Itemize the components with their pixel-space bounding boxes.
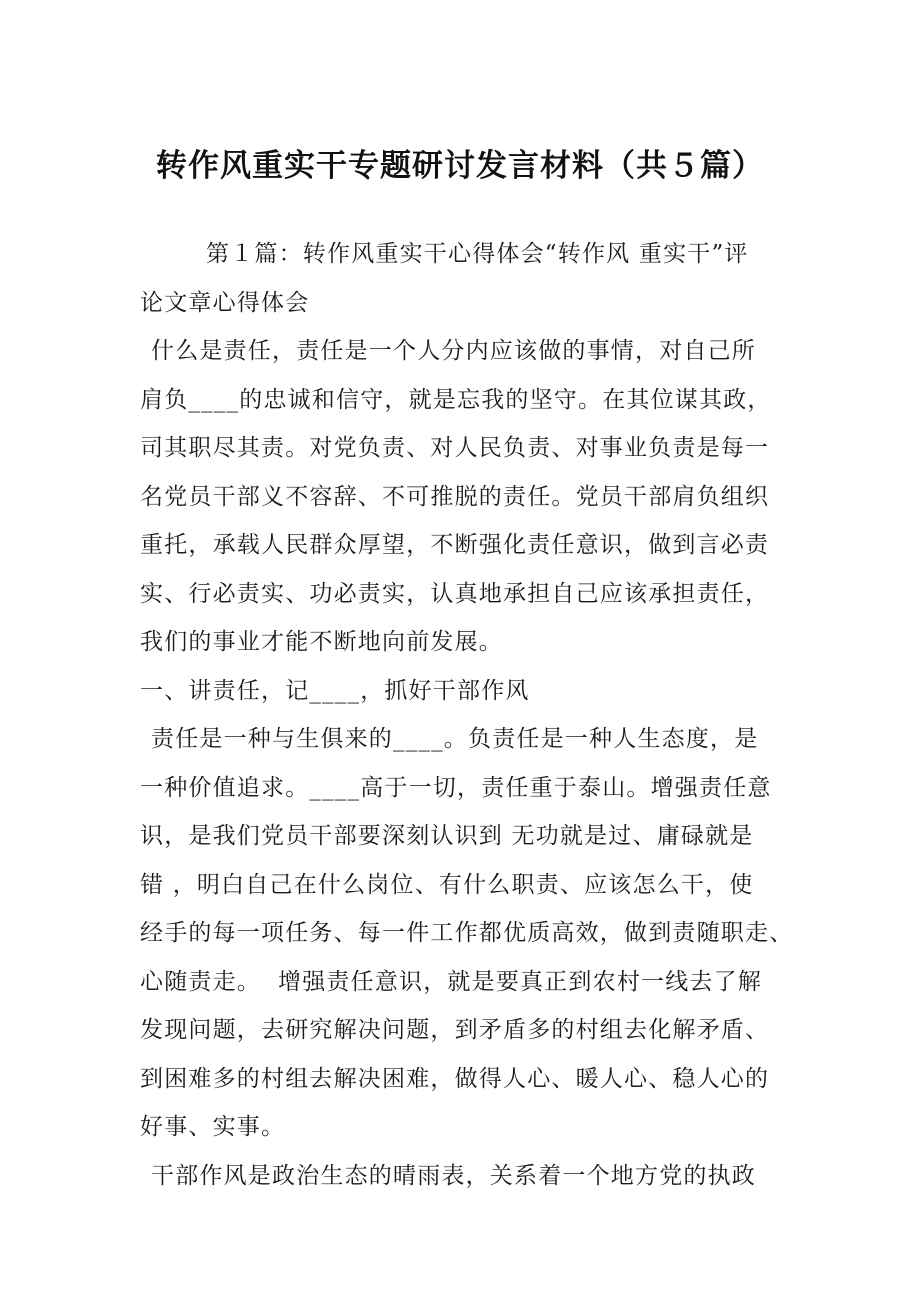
body-line: 干部作风是政治生态的晴雨表，关系着一个地方党的执政 [151,1162,756,1189]
body-line: 什么是责任，责任是一个人分内应该做的事情，对自己所 [151,338,756,364]
body-line: 识，是我们党员干部要深刻认识到 无功就是过、庸碌就是 [140,823,754,849]
section-heading: 一、讲责任，记____，抓好干部作风 [140,677,530,704]
body-line: 一种价值追求。____高于一切，责任重于泰山。增强责任意 [140,774,772,801]
subtitle-line-2: 论文章心得体会 [140,289,310,316]
body-line: 名党员干部义不容辞、不可推脱的责任。党员干部肩负组织 [140,483,770,510]
body-line: 重托，承载人民群众厚望，不断强化责任意识，做到言必责 [140,532,770,558]
body-line: 我们的事业才能不断地向前发展。 [140,629,503,655]
body-line: 经手的每一项任务、每一件工作都优质高效，做到责随职走、 [140,920,794,946]
body-line: 肩负____的忠诚和信守，就是忘我的坚守。在其位谋其政， [140,386,772,413]
body-line: 错 ，明白自己在什么岗位、有什么职责、应该怎么干，使 [140,871,754,898]
body-line: 司其职尽其责。对党负责、对人民负责、对事业负责是每一 [140,435,770,461]
body-line: 责任是一种与生俱来的____。负责任是一种人生态度，是 [151,726,759,752]
body-line: 发现问题，去研究解决问题，到矛盾多的村组去化解矛盾、 [140,1017,770,1043]
subtitle-line-1: 第１篇：转作风重实干心得体会“转作风 重实干”评 [206,241,749,267]
document-body [140,230,794,1200]
body-line: 到困难多的村组去解决困难，做得人心、暖人心、稳人心的 [140,1065,770,1092]
body-line: 心随责走。 增强责任意识，就是要真正到农村一线去了解 [140,968,763,995]
document-title: 转作风重实干专题研讨发言材料（共５篇） [156,148,764,184]
body-line: 实、行必责实、功必责实，认真地承担自己应该承担责任， [140,580,770,607]
body-line: 好事、实事。 [140,1114,286,1140]
